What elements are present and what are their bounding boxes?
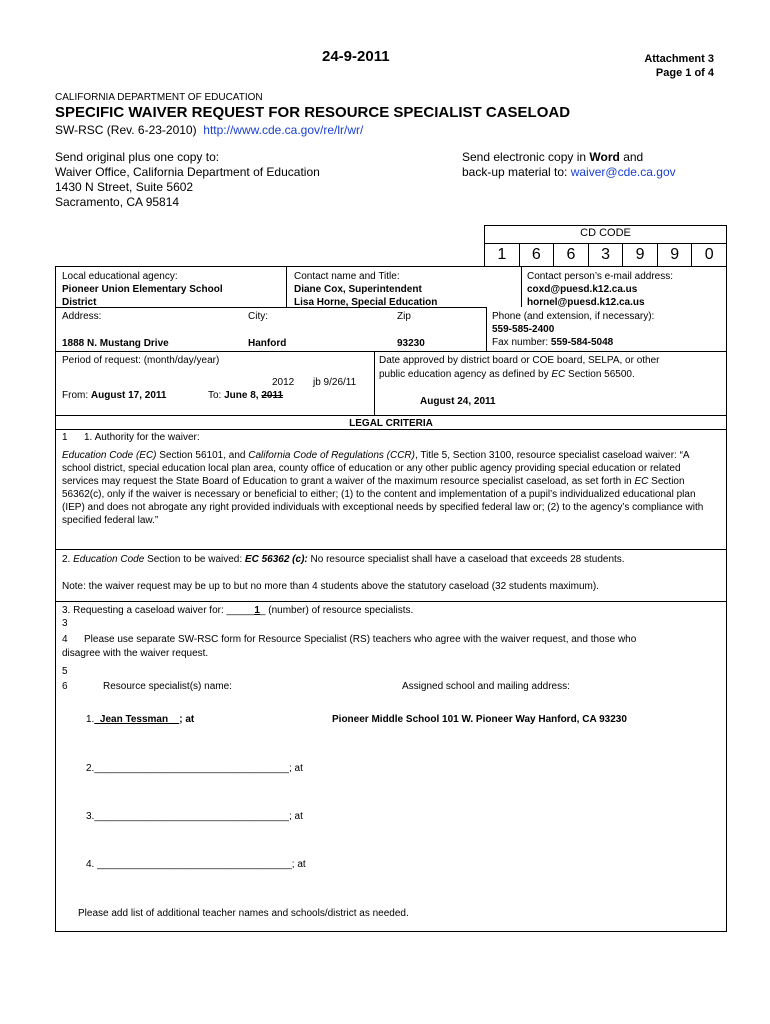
divider bbox=[486, 307, 487, 351]
cd-code-box bbox=[484, 225, 727, 267]
contact-email-1: coxd@puesd.k12.ca.us bbox=[527, 284, 638, 295]
fax-value: 559-584-5048 bbox=[550, 337, 614, 348]
item3-pre: 3. Requesting a caseload waiver for: _____ bbox=[62, 605, 255, 616]
to-label: To: bbox=[208, 390, 225, 401]
contact-email-2: hornel@puesd.k12.ca.us bbox=[527, 297, 645, 308]
mailing-address bbox=[55, 150, 320, 210]
electronic-word: Word bbox=[589, 150, 620, 164]
item2-text bbox=[62, 553, 625, 566]
item3-text bbox=[62, 604, 413, 617]
item2-ec: Education Code bbox=[73, 554, 145, 565]
cd-digit: 6 bbox=[553, 244, 588, 266]
row1-number: 1. bbox=[86, 714, 95, 725]
assigned-school-label: Assigned school and mailing address: bbox=[402, 681, 570, 692]
divider bbox=[56, 601, 726, 602]
department-name: CALIFORNIA DEPARTMENT OF EDUCATION bbox=[55, 92, 263, 103]
approval-label-2 bbox=[379, 368, 635, 381]
divider bbox=[521, 267, 522, 307]
cd-digit: 0 bbox=[691, 244, 726, 266]
contact-name-2: Lisa Horne, Special Education bbox=[294, 297, 438, 308]
electronic-post: and bbox=[619, 150, 644, 164]
document-date: 24-9-2011 bbox=[322, 48, 390, 65]
cd-digit: 3 bbox=[588, 244, 623, 266]
agency-value-1: Pioneer Union Elementary School bbox=[62, 284, 223, 295]
cd-code-label: CD CODE bbox=[580, 227, 631, 239]
contact-label: Contact name and Title: bbox=[294, 271, 400, 282]
zip-label: Zip bbox=[397, 311, 411, 322]
row1-school: Pioneer Middle School 101 W. Pioneer Way Hanford, CA 93230 bbox=[332, 714, 627, 725]
page-number: Page 1 of 4 bbox=[655, 67, 714, 79]
waiver-form bbox=[55, 266, 727, 932]
to-date: June 8, bbox=[224, 390, 262, 401]
cd-code-digits bbox=[485, 243, 726, 266]
item4-text: Please use separate SW-RSC form for Resource Specialist (RS) teachers who agree with the waiver request, and those who bbox=[84, 634, 637, 645]
approval-label-2-pre: public education agency as defined by bbox=[379, 369, 552, 380]
item3-count: 1 bbox=[254, 605, 260, 616]
approval-label-1: Date approved by district board or COE board, SELPA, or other bbox=[379, 355, 660, 366]
item1-label: 1. Authority for the waiver: bbox=[84, 432, 200, 443]
from-date: August 17, 2011 bbox=[90, 390, 167, 401]
period-to bbox=[208, 389, 283, 402]
form-title: SPECIFIC WAIVER REQUEST FOR RESOURCE SPECIALIST CASELOAD bbox=[55, 104, 571, 121]
attachment-number: Attachment 3 bbox=[644, 53, 714, 65]
caseload-note: Note: the waiver request may be up to but no more than 4 students above the statutory caseload (32 students maximum). bbox=[62, 581, 599, 592]
authority-ec: Education Code (EC) bbox=[62, 450, 157, 461]
zip-value: 93230 bbox=[397, 338, 425, 349]
specialist-row-4: 4. ___________________________________; at bbox=[86, 859, 306, 870]
cd-digit: 6 bbox=[519, 244, 554, 266]
period-from bbox=[62, 389, 166, 402]
authority-ccr: California Code of Regulations (CCR) bbox=[248, 450, 415, 461]
electronic-line2: back-up material to: bbox=[462, 165, 571, 179]
electronic-copy-note bbox=[462, 150, 676, 180]
specialist-name-label: Resource specialist(s) name: bbox=[103, 681, 232, 692]
agency-value-2: District bbox=[62, 297, 97, 308]
authority-ec-2: EC bbox=[634, 476, 649, 487]
approval-date: August 24, 2011 bbox=[420, 396, 496, 407]
approval-ec: EC bbox=[551, 369, 566, 380]
authority-text bbox=[62, 449, 717, 527]
item3-number: 3 bbox=[62, 618, 68, 629]
waiver-email-link[interactable]: waiver@cde.ca.gov bbox=[570, 165, 676, 179]
from-label: From: bbox=[62, 390, 91, 401]
fax-label: Fax number: bbox=[492, 337, 551, 348]
item2-mid: Section to be waived: bbox=[144, 554, 245, 565]
form-id: SW-RSC (Rev. 6-23-2010) bbox=[55, 123, 197, 137]
phone-value: 559-585-2400 bbox=[492, 324, 555, 335]
item4-text-2: disagree with the waiver request. bbox=[62, 648, 209, 659]
period-annotation-year: 2012 bbox=[272, 377, 295, 388]
approval-label-2-post: Section 56500. bbox=[565, 369, 635, 380]
item4-number: 4 bbox=[62, 634, 68, 645]
cd-digit: 9 bbox=[622, 244, 657, 266]
additional-names-note: Please add list of additional teacher names and schools/district as needed. bbox=[78, 908, 409, 919]
city-value: Hanford bbox=[248, 338, 287, 349]
authority-p6: Section 56362(c), only if the waiver is necessary or beneficial to either; (1) to the content and implementation of a pupil’s individualized educational plan (IEP) and does not abrogate any right provided individuals with exceptional needs by specified federal law or; (2) to the agency’s compliance with specified federal law.” bbox=[62, 476, 704, 526]
agency-label: Local educational agency: bbox=[62, 271, 178, 282]
mailing-line-3: 1430 N Street, Suite 5602 bbox=[55, 180, 194, 194]
item3-post: _ (number) of resource specialists. bbox=[259, 605, 414, 616]
specialist-row-3: 3.___________________________________; at bbox=[86, 811, 303, 822]
item2-code: EC 56362 (c): bbox=[244, 554, 308, 565]
attachment-label bbox=[644, 52, 714, 80]
contact-name-1: Diane Cox, Superintendent bbox=[294, 284, 422, 295]
row1-at: ; at bbox=[179, 714, 195, 725]
cd-digit: 1 bbox=[497, 246, 507, 263]
divider bbox=[56, 351, 726, 352]
cd-digit: 9 bbox=[657, 244, 692, 266]
row1-name: _Jean Tessman__ bbox=[94, 714, 180, 725]
period-label: Period of request: (month/day/year) bbox=[62, 355, 220, 366]
form-subtitle bbox=[55, 123, 363, 137]
electronic-pre: Send electronic copy in bbox=[462, 150, 590, 164]
divider bbox=[56, 549, 726, 550]
item1-number: 1 bbox=[62, 432, 68, 443]
street-address: 1888 N. Mustang Drive bbox=[62, 338, 169, 349]
legal-criteria-heading: LEGAL CRITERIA bbox=[349, 418, 433, 429]
divider bbox=[374, 351, 375, 415]
mailing-line-2: Waiver Office, California Department of Education bbox=[55, 165, 320, 179]
fax-line bbox=[492, 336, 613, 349]
city-label: City: bbox=[248, 311, 268, 322]
email-label: Contact person’s e-mail address: bbox=[527, 271, 673, 282]
form-url-link[interactable]: http://www.cde.ca.gov/re/lr/wr/ bbox=[203, 123, 364, 137]
item2-post: No resource specialist shall have a caseload that exceeds 28 students. bbox=[307, 554, 625, 565]
specialist-row-2: 2.___________________________________; at bbox=[86, 763, 303, 774]
divider bbox=[56, 415, 726, 416]
authority-p4: , Title 5, Section 3100, resource specialist caseload waiver: “A school district, special education local plan area, county office of education or any other public agency providing special education or related services may request the State Board of Education to grant a waiver of the maximum resource specialist caseload, as set forth in bbox=[62, 450, 690, 487]
mailing-line-1: Send original plus one copy to: bbox=[55, 150, 220, 164]
divider bbox=[286, 267, 287, 307]
authority-p2: Section 56101, and bbox=[156, 450, 249, 461]
item5-number: 5 bbox=[62, 666, 68, 677]
phone-label: Phone (and extension, if necessary): bbox=[492, 311, 655, 322]
item2-pre: 2. bbox=[62, 554, 74, 565]
period-annotation-initials: jb 9/26/11 bbox=[313, 377, 357, 388]
item6-number: 6 bbox=[62, 681, 68, 692]
address-label: Address: bbox=[62, 311, 102, 322]
mailing-line-4: Sacramento, CA 95814 bbox=[55, 195, 180, 209]
specialist-row-1 bbox=[86, 713, 194, 726]
to-date-struck-year: 2011 bbox=[261, 390, 284, 401]
